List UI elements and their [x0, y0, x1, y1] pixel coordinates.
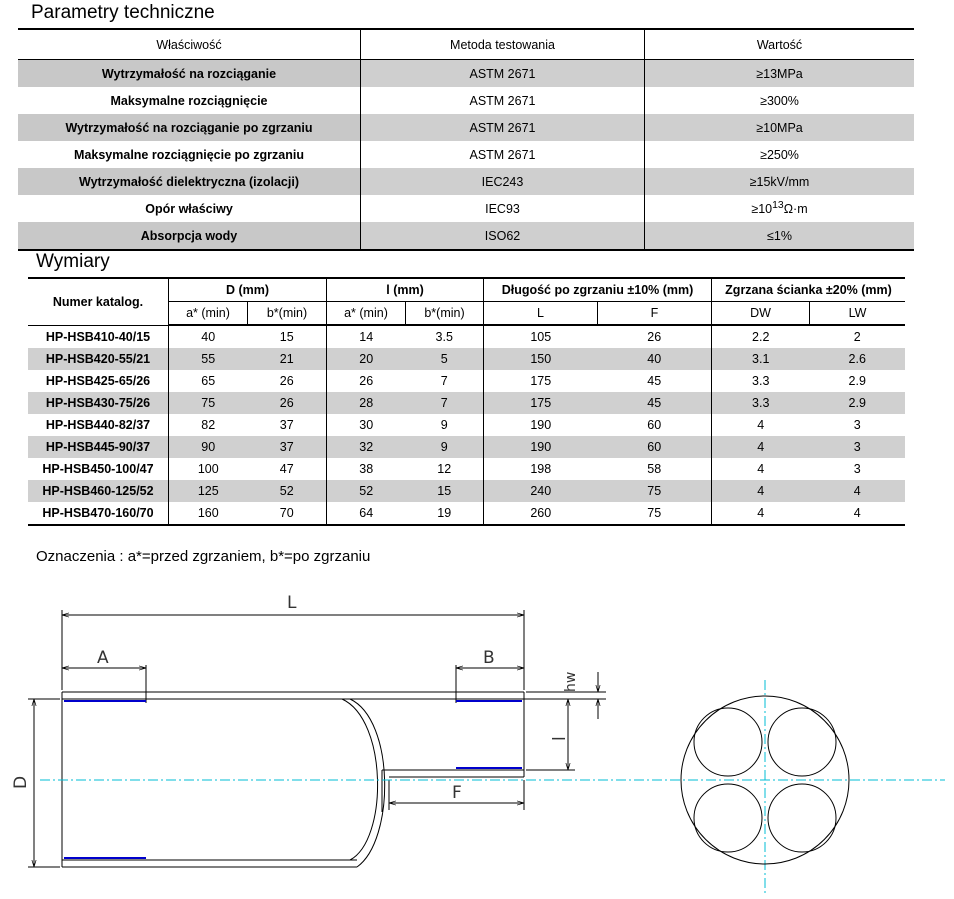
cell-catalog-number: HP-HSB430-75/26: [28, 392, 169, 414]
cell-l-b: 9: [440, 418, 448, 432]
dims-sub-DW: DW: [712, 302, 810, 326]
cell-l-b: 5: [406, 348, 484, 370]
label-L: L: [287, 593, 297, 613]
cell-length-L: 240: [484, 480, 598, 502]
cell-D-a: 75: [169, 392, 248, 414]
cell-D-a: 160: [169, 502, 248, 525]
cell-length-F: 26: [647, 330, 662, 344]
cell-D-b: 52: [248, 480, 327, 502]
cell-wall-LW: 2.9: [848, 374, 866, 388]
dims-sub-lb: b*(min): [406, 302, 484, 326]
cell-l-b: 7: [406, 392, 484, 414]
cell-catalog-number: HP-HSB460-125/52: [28, 480, 169, 502]
section-title-params: Parametry techniczne: [31, 2, 215, 23]
cell-catalog-number: HP-HSB445-90/37: [28, 436, 169, 458]
cell-D-a: 90: [169, 436, 248, 458]
param-value: ≥300%: [645, 87, 915, 114]
cell-l-a: 20: [327, 348, 406, 370]
param-property: Wytrzymałość na rozciąganie: [18, 60, 361, 88]
cell-wall-LW: 2.9: [810, 392, 906, 414]
params-header-property: Właściwość: [18, 29, 361, 60]
param-value: ≤1%: [645, 222, 915, 250]
cell-l-a: 32: [327, 436, 406, 458]
dims-sub-L: L: [484, 302, 598, 326]
cell-l-b: 9: [406, 436, 484, 458]
cell-length-F: 75: [598, 502, 712, 525]
dims-sub-Da: a* (min): [169, 302, 248, 326]
params-header-value: Wartość: [645, 29, 915, 60]
param-value-prefix: ≥10: [751, 202, 773, 217]
cell-D-a: 40: [169, 325, 248, 348]
cell-wall-LW: 3: [853, 418, 861, 432]
param-method: ISO62: [361, 222, 645, 250]
cell-wall-DW: 2.2: [712, 325, 810, 348]
cell-wall-DW: 4: [712, 458, 810, 480]
dims-sub-F: F: [598, 302, 712, 326]
dims-header-l: l (mm): [327, 278, 484, 302]
cell-D-b: 37: [279, 418, 294, 432]
cell-wall-DW: 3.3: [712, 370, 810, 392]
param-method: ASTM 2671: [361, 141, 645, 168]
param-method: IEC93: [361, 195, 645, 222]
cell-length-F: 40: [598, 348, 712, 370]
dims-header-D: D (mm): [169, 278, 327, 302]
cell-l-b: 3.5: [435, 330, 453, 344]
cell-l-b: 19: [406, 502, 484, 525]
label-F: F: [452, 783, 462, 803]
cell-wall-LW: 3: [853, 462, 861, 476]
param-method: ASTM 2671: [361, 60, 645, 88]
param-property: Maksymalne rozciągnięcie po zgrzaniu: [74, 147, 304, 162]
cell-l-a: 28: [327, 392, 406, 414]
param-value-exponent: 13: [772, 200, 784, 212]
legend-note: Oznaczenia : a*=przed zgrzaniem, b*=po zgrzaniu: [36, 548, 371, 565]
cell-wall-DW: 4: [712, 502, 810, 525]
center-lines: [40, 680, 945, 895]
cell-catalog-number: HP-HSB470-160/70: [28, 502, 169, 525]
cell-l-a: 30: [327, 414, 406, 436]
cell-catalog-number: HP-HSB450-100/47: [42, 462, 154, 476]
cell-length-L: 190: [484, 414, 598, 436]
cell-length-F: 60: [647, 418, 662, 432]
cell-l-b: 15: [406, 480, 484, 502]
dims-sub-Db: b*(min): [248, 302, 327, 326]
side-view: [28, 610, 606, 867]
cell-l-b: 7: [440, 374, 448, 388]
cell-length-L: 175: [484, 370, 598, 392]
param-property: Wytrzymałość dielektryczna (izolacji): [18, 168, 361, 195]
cell-D-b: 70: [248, 502, 327, 525]
param-method: ASTM 2671: [361, 114, 645, 141]
section-title-dims: Wymiary: [36, 251, 110, 272]
cell-wall-LW: 4: [810, 502, 906, 525]
label-hw: hw: [563, 671, 579, 692]
cell-wall-DW: 4: [712, 414, 810, 436]
cell-length-L: 150: [484, 348, 598, 370]
cell-wall-LW: 3: [810, 436, 906, 458]
cell-wall-DW: 3.3: [712, 392, 810, 414]
cell-length-L: 175: [484, 392, 598, 414]
label-l: l: [550, 736, 570, 741]
dims-sub-la: a* (min): [327, 302, 406, 326]
param-property: Maksymalne rozciągnięcie: [110, 93, 268, 108]
cell-D-b: 15: [279, 330, 294, 344]
cell-wall-DW: 3.1: [712, 348, 810, 370]
cell-length-F: 45: [598, 392, 712, 414]
params-header-method: Metoda testowania: [361, 29, 645, 60]
cell-D-b: 37: [248, 436, 327, 458]
cell-wall-LW: 2.6: [810, 348, 906, 370]
cell-D-a: 125: [169, 480, 248, 502]
param-property: Absorpcja wody: [18, 222, 361, 250]
cell-wall-LW: 2: [853, 330, 861, 344]
cell-l-a: 38: [327, 458, 406, 480]
cell-catalog-number: HP-HSB425-65/26: [45, 374, 151, 388]
label-D: D: [11, 775, 31, 789]
cell-length-L: 190: [484, 436, 598, 458]
cell-D-a: 82: [169, 414, 248, 436]
cell-l-a: 14: [327, 325, 406, 348]
param-value: ≥13MPa: [645, 60, 915, 88]
cell-catalog-number: HP-HSB420-55/21: [28, 348, 169, 370]
label-A: A: [97, 648, 109, 668]
cell-length-F: 58: [647, 462, 662, 476]
cell-length-L: 105: [484, 325, 598, 348]
dims-header-catalog: Numer katalog.: [28, 278, 169, 325]
cell-D-a: 65: [169, 370, 248, 392]
dims-header-length: Długość po zgrzaniu ±10% (mm): [484, 278, 712, 302]
cell-wall-LW: 4: [810, 480, 906, 502]
param-value-unit: Ω·m: [783, 202, 808, 217]
cell-length-L: 260: [484, 502, 598, 525]
cell-length-L: 198: [484, 458, 598, 480]
cell-l-a: 64: [327, 502, 406, 525]
cell-D-b: 26: [248, 392, 327, 414]
cell-D-b: 21: [248, 348, 327, 370]
dims-header-wall: Zgrzana ścianka ±20% (mm): [712, 278, 906, 302]
cell-l-b: 12: [437, 462, 452, 476]
cell-l-a: 52: [327, 480, 406, 502]
param-method: ASTM 2671: [361, 87, 645, 114]
param-value: ≥250%: [645, 141, 915, 168]
cell-D-b: 47: [279, 462, 294, 476]
cell-D-a: 100: [169, 458, 248, 480]
cell-wall-DW: 4: [712, 436, 810, 458]
param-method: IEC243: [361, 168, 645, 195]
cell-wall-DW: 4: [712, 480, 810, 502]
cell-l-a: 26: [327, 370, 406, 392]
dims-sub-LW: LW: [810, 302, 906, 326]
cell-length-F: 60: [598, 436, 712, 458]
cell-D-a: 55: [169, 348, 248, 370]
cell-length-F: 75: [598, 480, 712, 502]
param-property: Opór właściwy: [145, 201, 233, 216]
cell-length-F: 45: [647, 374, 662, 388]
cell-D-b: 26: [279, 374, 294, 388]
cell-catalog-number: HP-HSB410-40/15: [45, 329, 151, 344]
param-property: Wytrzymałość na rozciąganie po zgrzaniu: [18, 114, 361, 141]
cell-catalog-number: HP-HSB440-82/37: [45, 418, 151, 432]
param-value: ≥10MPa: [645, 114, 915, 141]
label-B: B: [483, 648, 495, 668]
param-value: ≥15kV/mm: [645, 168, 915, 195]
